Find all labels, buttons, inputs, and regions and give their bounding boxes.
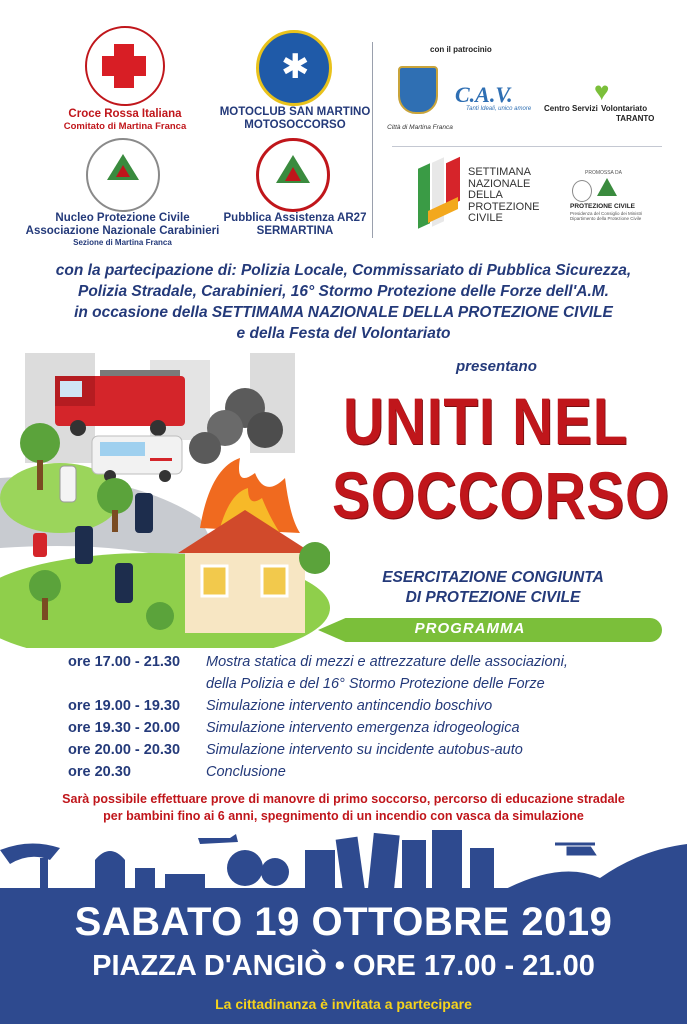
csv-name-b: Volontariato	[601, 104, 648, 113]
cav-logo: C.A.V.	[455, 82, 513, 107]
note-line: per bambini fino ai 6 anni, spegnimento di un incendio con vasca da simulazione	[103, 809, 584, 823]
org-sermartina-name: Pubblica Assistenza AR27 SERMARTINA	[223, 212, 367, 237]
program-row	[0, 742, 687, 764]
program-desc: Simulazione intervento antincendio boschivo	[206, 698, 493, 714]
cav-tagline: Tanti Ideali, unico amore	[466, 106, 532, 112]
partners-line: e della Festa del Volontariato	[236, 325, 451, 342]
settimana-line: PROTEZIONE	[468, 200, 540, 213]
program-desc: della Polizia e del 16° Stormo Protezione delle Forze	[206, 676, 545, 692]
org-carabinieri-name: Nucleo Protezione Civile Associazione Nazionale Carabinieri	[25, 212, 220, 237]
org-red-cross-sub: Comitato di Martina Franca	[63, 121, 187, 132]
ambulance-icon	[92, 436, 182, 482]
program-list	[0, 654, 687, 784]
martina-franca-crest-icon	[398, 66, 438, 114]
partners-block	[0, 260, 687, 344]
settimana-line: DELLA	[468, 189, 503, 201]
subtitle-line: DI PROTEZIONE CIVILE	[405, 589, 581, 606]
helicopter-icon	[555, 844, 595, 854]
header	[0, 0, 687, 250]
star-of-life-icon: ✱	[281, 48, 310, 86]
patron-divider	[392, 146, 662, 147]
partners-line: in occasione della SETTIMAMA NAZIONALE DELLA PROTEZIONE CIVILE	[74, 304, 613, 321]
program-time: ore 19.30 - 20.00	[68, 720, 181, 736]
event-place-time: PIAZZA D'ANGIÒ • ORE 17.00 - 21.00	[92, 950, 595, 982]
org-motoclub-name: MOTOCLUB SAN MARTINO MOTOSOCCORSO	[219, 106, 371, 131]
activities-note	[0, 791, 687, 825]
footer	[0, 888, 687, 1024]
program-time: ore 20.30	[68, 764, 131, 780]
red-cross-logo	[85, 26, 165, 106]
program-time: ore 19.00 - 19.30	[68, 698, 181, 714]
pc-name: PROTEZIONE CIVILE	[570, 203, 636, 210]
presentano-label: presentano	[456, 358, 537, 375]
csv-city: TARANTO	[616, 114, 655, 123]
partners-line: Polizia Stradale, Carabinieri, 16° Stormo Protezione delle Forze dell'A.M.	[78, 283, 609, 300]
program-desc: Simulazione intervento emergenza idrogeologica	[206, 720, 520, 736]
note-line: Sarà possibile effettuare prove di manovre di primo soccorso, percorso di educazione stradale	[62, 792, 625, 806]
subtitle-line: ESERCITAZIONE CONGIUNTA	[382, 569, 604, 586]
main-title-line-1: UNITI NEL	[343, 384, 629, 458]
carabinieri-logo	[86, 138, 160, 212]
emergency-illustration	[0, 348, 330, 648]
settimana-line: CIVILE	[468, 212, 503, 224]
program-row	[0, 720, 687, 742]
org-carabinieri-sub: Sezione di Martina Franca	[73, 238, 172, 247]
main-title-line-2: SOCCORSO	[332, 458, 671, 532]
motoclub-logo	[256, 30, 332, 106]
program-desc: Simulazione intervento su incidente autobus-auto	[206, 742, 523, 758]
settimana-logo-icon	[418, 160, 462, 230]
hydrant-icon	[33, 533, 47, 557]
pc-triangle-icon	[597, 178, 617, 196]
plane-icon	[198, 834, 238, 844]
fire-truck-icon	[55, 370, 185, 436]
program-row	[0, 698, 687, 720]
patron-martina-name: Città di Martina Franca	[387, 124, 453, 131]
heart-icon: ♥	[594, 76, 610, 106]
program-row	[0, 676, 687, 698]
settimana-text	[468, 167, 540, 225]
subtitle-block	[348, 568, 638, 608]
settimana-line: SETTIMANA	[468, 166, 531, 178]
program-row	[0, 764, 687, 786]
pc-sub: Presidenza del Consiglio dei Ministri Dipartimento della Protezione Civile	[570, 211, 643, 221]
program-time: ore 17.00 - 21.30	[68, 654, 181, 670]
program-desc: Conclusione	[206, 764, 286, 780]
event-date: SABATO 19 OTTOBRE 2019	[74, 900, 613, 944]
programma-label: PROGRAMMA	[414, 620, 526, 637]
program-desc: Mostra statica di mezzi e attrezzature delle associazioni,	[206, 654, 568, 670]
patrocinio-label: con il patrocinio	[430, 45, 492, 54]
header-divider	[372, 42, 373, 238]
org-red-cross-name: Croce Rossa Italiana	[68, 108, 182, 120]
italy-emblem-icon	[572, 180, 592, 202]
sermartina-logo	[256, 138, 330, 212]
csv-name-a: Centro Servizi	[544, 104, 598, 113]
program-time: ore 20.00 - 20.30	[68, 742, 181, 758]
program-row	[0, 654, 687, 676]
partners-line: con la partecipazione di: Polizia Locale, Commissariato di Pubblica Sicurezza,	[55, 262, 632, 279]
city-skyline	[0, 830, 687, 892]
settimana-line: NAZIONALE	[468, 177, 531, 190]
promossa-label: PROMOSSA DA	[585, 170, 622, 176]
invitation-text: La cittadinanza è invitata a partecipare	[215, 996, 472, 1012]
